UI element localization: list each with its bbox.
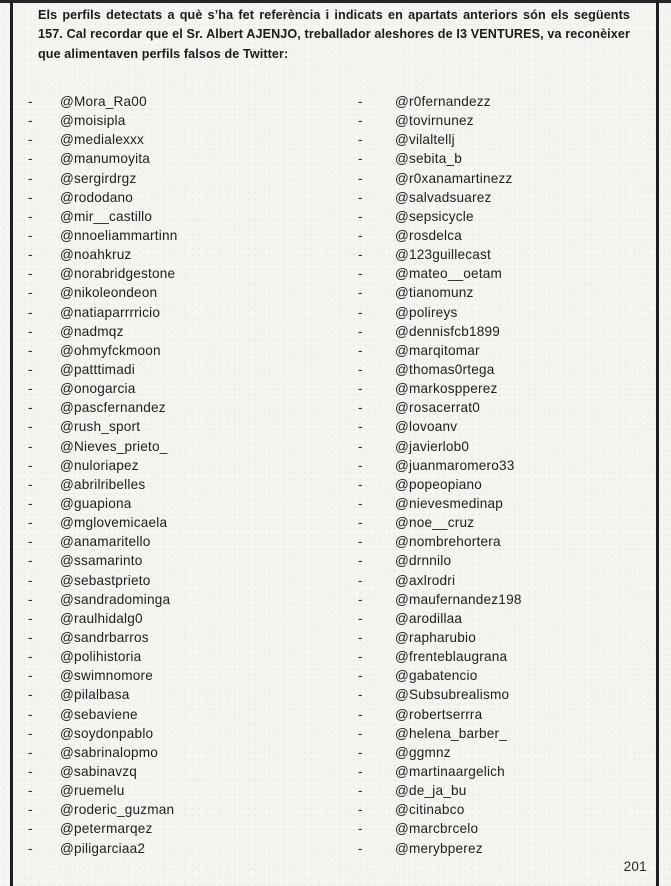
- list-item: [28, 207, 338, 226]
- twitter-handle: @marcbrcelo: [395, 821, 479, 837]
- twitter-handle: @nievesmedinap: [395, 496, 504, 512]
- dash-bullet: -: [28, 610, 33, 626]
- twitter-handle: @merybperez: [395, 840, 483, 856]
- twitter-handle: @marqitomar: [395, 342, 480, 358]
- twitter-handle: @gabatencio: [395, 668, 478, 684]
- list-item: [358, 705, 658, 724]
- list-item: [358, 92, 658, 111]
- list-item: [358, 379, 658, 398]
- dash-bullet: -: [28, 342, 33, 358]
- dash-bullet: -: [358, 228, 363, 244]
- list-item: [28, 169, 338, 188]
- twitter-handle: @sabinavzq: [60, 763, 138, 779]
- dash-bullet: -: [28, 419, 33, 435]
- dash-bullet: -: [28, 553, 33, 569]
- twitter-handle: @nuloriapez: [60, 457, 139, 473]
- twitter-handle: @ruemelu: [60, 783, 125, 799]
- dash-bullet: -: [358, 763, 363, 779]
- list-item: [358, 417, 658, 436]
- list-item: [28, 838, 338, 857]
- list-item: [28, 379, 338, 398]
- list-item: [358, 360, 658, 379]
- twitter-handle: @maufernandez198: [395, 591, 522, 607]
- dash-bullet: -: [28, 649, 33, 665]
- list-item: [358, 341, 658, 360]
- twitter-handle: @123guillecast: [395, 247, 491, 263]
- twitter-handle: @Mora_Ra00: [60, 94, 147, 110]
- list-item: [28, 609, 338, 628]
- dash-bullet: -: [358, 591, 363, 607]
- twitter-handle: @lovoanv: [395, 419, 458, 435]
- list-item: [358, 226, 658, 245]
- list-item: [28, 456, 338, 475]
- list-item: [358, 532, 658, 551]
- dash-bullet: -: [28, 247, 33, 263]
- twitter-handle: @moisipla: [60, 113, 126, 129]
- twitter-handle: @de_ja_bu: [395, 783, 467, 799]
- dash-bullet: -: [28, 228, 33, 244]
- twitter-handle: @nnoeliammartinn: [60, 228, 178, 244]
- dash-bullet: -: [358, 342, 363, 358]
- dash-bullet: -: [358, 362, 363, 378]
- dash-bullet: -: [358, 381, 363, 397]
- twitter-handle: @petermarqez: [60, 821, 153, 837]
- dash-bullet: -: [358, 687, 363, 703]
- dash-bullet: -: [358, 94, 363, 110]
- page-number: 201: [623, 859, 647, 874]
- dash-bullet: -: [358, 706, 363, 722]
- list-item: [28, 571, 338, 590]
- dash-bullet: -: [28, 170, 33, 186]
- twitter-handle: @rosacerrat0: [395, 400, 480, 416]
- list-item: [358, 647, 658, 666]
- twitter-handle: @noe__cruz: [395, 515, 475, 531]
- dash-bullet: -: [28, 132, 33, 148]
- twitter-handle: @rush_sport: [60, 419, 141, 435]
- dash-bullet: -: [28, 572, 33, 588]
- dash-bullet: -: [28, 400, 33, 416]
- twitter-handle: @martinaargelich: [395, 763, 505, 779]
- list-item: [28, 800, 338, 819]
- dash-bullet: -: [28, 208, 33, 224]
- twitter-handle: @sebita_b: [395, 151, 462, 167]
- twitter-handle: @nadmqz: [60, 323, 124, 339]
- twitter-handle: @abrilribelles: [60, 476, 146, 492]
- dash-bullet: -: [358, 132, 363, 148]
- dash-bullet: -: [358, 323, 363, 339]
- twitter-handle: @r0xanamartinezz: [395, 170, 513, 186]
- list-item: [358, 609, 658, 628]
- list-item: [28, 724, 338, 743]
- list-item: [358, 322, 658, 341]
- dash-bullet: -: [28, 725, 33, 741]
- list-item: [358, 666, 658, 685]
- list-item: [28, 762, 338, 781]
- twitter-handle: @rapharubio: [395, 630, 476, 645]
- twitter-handle: @manumoyita: [60, 151, 151, 167]
- dash-bullet: -: [28, 534, 33, 550]
- list-item: [358, 571, 658, 590]
- dash-bullet: -: [28, 687, 33, 703]
- list-item: [358, 398, 658, 417]
- dash-bullet: -: [28, 362, 33, 378]
- dash-bullet: -: [28, 630, 33, 645]
- twitter-handle: @polihistoria: [60, 649, 142, 665]
- twitter-handle: @natiaparrrricio: [60, 304, 161, 320]
- twitter-handle: @robertserrra: [395, 706, 483, 722]
- twitter-handle: @anamaritello: [60, 534, 151, 550]
- twitter-handle: @nikoleondeon: [60, 285, 158, 301]
- page-left-border: [10, 0, 13, 886]
- list-item: [358, 169, 658, 188]
- dash-bullet: -: [28, 438, 33, 454]
- list-item: [28, 437, 338, 456]
- dash-bullet: -: [358, 649, 363, 665]
- list-item: [358, 188, 658, 207]
- dash-bullet: -: [28, 189, 33, 205]
- list-item: [28, 781, 338, 800]
- twitter-handle: @popeopiano: [395, 476, 483, 492]
- twitter-handle: @helena_barber_: [395, 725, 508, 741]
- twitter-handle: @mateo__oetam: [395, 266, 503, 282]
- twitter-handle: @rosdelca: [395, 228, 462, 244]
- dash-bullet: -: [358, 170, 363, 186]
- list-item: [358, 207, 658, 226]
- twitter-handle: @markospperez: [395, 381, 498, 397]
- dash-bullet: -: [28, 266, 33, 282]
- dash-bullet: -: [358, 438, 363, 454]
- list-item: [358, 513, 658, 532]
- list-item: [28, 532, 338, 551]
- twitter-handle: @vilaltellj: [395, 132, 455, 148]
- list-item: [358, 685, 658, 704]
- twitter-handle: @piligarciaa2: [60, 840, 146, 856]
- twitter-handle: @swimnomore: [60, 668, 154, 684]
- intro-paragraph: Els perfils detectats a què s’ha fet referència i indicats en apartats anteriors són els següents 157. Cal recordar que el Sr. Albert AJENJO, treballador aleshores de I3 VENTURES, va reconèixer que alimentaven perfils falsos de Twitter:: [38, 8, 630, 61]
- list-item: [28, 149, 338, 168]
- list-item: [28, 417, 338, 436]
- list-item: [28, 743, 338, 762]
- list-item: [28, 705, 338, 724]
- list-item: [358, 149, 658, 168]
- twitter-handle: @roderic_guzman: [60, 802, 175, 818]
- dash-bullet: -: [358, 783, 363, 799]
- twitter-handle: @onogarcia: [60, 381, 136, 397]
- list-item: [28, 647, 338, 666]
- list-item: [358, 475, 658, 494]
- list-item: [28, 628, 338, 647]
- list-item: [28, 226, 338, 245]
- twitter-handle: @citinabco: [395, 802, 465, 818]
- dash-bullet: -: [28, 94, 33, 110]
- list-item: [28, 111, 338, 130]
- list-item: [358, 551, 658, 570]
- list-item: [28, 341, 338, 360]
- dash-bullet: -: [28, 113, 33, 129]
- list-item: [358, 437, 658, 456]
- list-item: [28, 188, 338, 207]
- dash-bullet: -: [358, 534, 363, 550]
- twitter-handle: @sabrinalopmo: [60, 744, 159, 760]
- dash-bullet: -: [28, 323, 33, 339]
- dash-bullet: -: [28, 304, 33, 320]
- twitter-handle: @nombrehortera: [395, 534, 501, 550]
- dash-bullet: -: [28, 476, 33, 492]
- list-item: [28, 283, 338, 302]
- list-item: [28, 666, 338, 685]
- dash-bullet: -: [28, 821, 33, 837]
- twitter-handle: @Nieves_prieto_: [60, 438, 168, 454]
- list-item: [358, 130, 658, 149]
- list-item: [358, 303, 658, 322]
- twitter-handle: @guapiona: [60, 496, 132, 512]
- dash-bullet: -: [358, 247, 363, 263]
- dash-bullet: -: [358, 189, 363, 205]
- dash-bullet: -: [358, 802, 363, 818]
- list-item: [358, 819, 658, 838]
- dash-bullet: -: [28, 840, 33, 856]
- list-item: [28, 475, 338, 494]
- list-item: [358, 838, 658, 857]
- list-item: [28, 551, 338, 570]
- dash-bullet: -: [358, 476, 363, 492]
- list-item: [358, 111, 658, 130]
- twitter-handle: @arodillaa: [395, 610, 463, 626]
- dash-bullet: -: [358, 610, 363, 626]
- twitter-handle: @sepsicycle: [395, 208, 474, 224]
- list-item: [28, 590, 338, 609]
- list-item: [28, 398, 338, 417]
- dash-bullet: -: [28, 668, 33, 684]
- twitter-handle: @sebaviene: [60, 706, 138, 722]
- twitter-handle: @tianomunz: [395, 285, 474, 301]
- list-item: [28, 819, 338, 838]
- dash-bullet: -: [358, 821, 363, 837]
- dash-bullet: -: [358, 725, 363, 741]
- list-item: [358, 590, 658, 609]
- twitter-handle: @pascfernandez: [60, 400, 166, 416]
- twitter-handle: @thomas0rtega: [395, 362, 495, 378]
- list-item: [28, 360, 338, 379]
- twitter-handle: @javierlob0: [395, 438, 470, 454]
- list-item: [358, 245, 658, 264]
- list-item: [358, 283, 658, 302]
- dash-bullet: -: [28, 381, 33, 397]
- twitter-handle: @r0fernandezz: [395, 94, 491, 110]
- twitter-handle: @Subsubrealismo: [395, 687, 510, 703]
- dash-bullet: -: [28, 783, 33, 799]
- dash-bullet: -: [28, 763, 33, 779]
- dash-bullet: -: [358, 553, 363, 569]
- list-item: [28, 245, 338, 264]
- twitter-handle: @soydonpablo: [60, 725, 154, 741]
- dash-bullet: -: [358, 419, 363, 435]
- twitter-handle: @tovirnunez: [395, 113, 474, 129]
- dash-bullet: -: [28, 706, 33, 722]
- list-item: [358, 743, 658, 762]
- dash-bullet: -: [358, 208, 363, 224]
- twitter-handle: @frenteblaugrana: [395, 649, 508, 665]
- list-item: [358, 456, 658, 475]
- twitter-handle: @mglovemicaela: [60, 515, 168, 531]
- dash-bullet: -: [28, 515, 33, 531]
- list-item: [28, 264, 338, 283]
- twitter-handle: @dennisfcb1899: [395, 323, 501, 339]
- twitter-handle: @noahkruz: [60, 247, 132, 263]
- twitter-handle: @norabridgestone: [60, 266, 176, 282]
- dash-bullet: -: [358, 744, 363, 760]
- dash-bullet: -: [358, 515, 363, 531]
- twitter-handle: @sandrbarros: [60, 630, 149, 645]
- twitter-handle: @ohmyfckmoon: [60, 342, 161, 358]
- twitter-handle: @patttimadi: [60, 362, 135, 378]
- twitter-handle: @raulhidalg0: [60, 610, 143, 626]
- dash-bullet: -: [28, 744, 33, 760]
- twitter-handle: @ssamarinto: [60, 553, 143, 569]
- list-item: [28, 685, 338, 704]
- dash-bullet: -: [358, 285, 363, 301]
- list-item: [358, 264, 658, 283]
- twitter-handle: @polireys: [395, 304, 458, 320]
- list-item: [358, 724, 658, 743]
- dash-bullet: -: [28, 591, 33, 607]
- dash-bullet: -: [358, 496, 363, 512]
- list-item: [28, 130, 338, 149]
- twitter-handle: @drnnilo: [395, 553, 452, 569]
- dash-bullet: -: [358, 304, 363, 320]
- twitter-handle: @rododano: [60, 189, 134, 205]
- list-item: [358, 628, 658, 647]
- twitter-handle: @axlrodri: [395, 572, 456, 588]
- list-item: [358, 800, 658, 819]
- dash-bullet: -: [28, 802, 33, 818]
- twitter-handle: @sebastprieto: [60, 572, 151, 588]
- twitter-handle: @sergirdrgz: [60, 170, 137, 186]
- dash-bullet: -: [28, 285, 33, 301]
- twitter-handle: @medialexxx: [60, 132, 144, 148]
- list-item: [358, 762, 658, 781]
- dash-bullet: -: [358, 668, 363, 684]
- handle-column-right: [358, 92, 658, 858]
- twitter-handle: @ggmnz: [395, 744, 451, 760]
- dash-bullet: -: [28, 457, 33, 473]
- dash-bullet: -: [358, 572, 363, 588]
- dash-bullet: -: [358, 151, 363, 167]
- twitter-handle: @salvadsuarez: [395, 189, 492, 205]
- dash-bullet: -: [358, 400, 363, 416]
- dash-bullet: -: [28, 151, 33, 167]
- list-item: [28, 513, 338, 532]
- dash-bullet: -: [28, 496, 33, 512]
- twitter-handle: @juanmaromero33: [395, 457, 515, 473]
- list-item: [358, 494, 658, 513]
- list-item: [28, 303, 338, 322]
- list-item: [28, 92, 338, 111]
- twitter-handle: @pilalbasa: [60, 687, 130, 703]
- twitter-handle: @sandradominga: [60, 591, 171, 607]
- dash-bullet: -: [358, 266, 363, 282]
- list-item: [28, 322, 338, 341]
- list-item: [358, 781, 658, 800]
- dash-bullet: -: [358, 113, 363, 129]
- dash-bullet: -: [358, 840, 363, 856]
- dash-bullet: -: [358, 457, 363, 473]
- page-top-border: [0, 0, 671, 3]
- twitter-handle: @mir__castillo: [60, 208, 153, 224]
- dash-bullet: -: [358, 630, 363, 645]
- list-item: [28, 494, 338, 513]
- handle-column-left: [28, 92, 338, 858]
